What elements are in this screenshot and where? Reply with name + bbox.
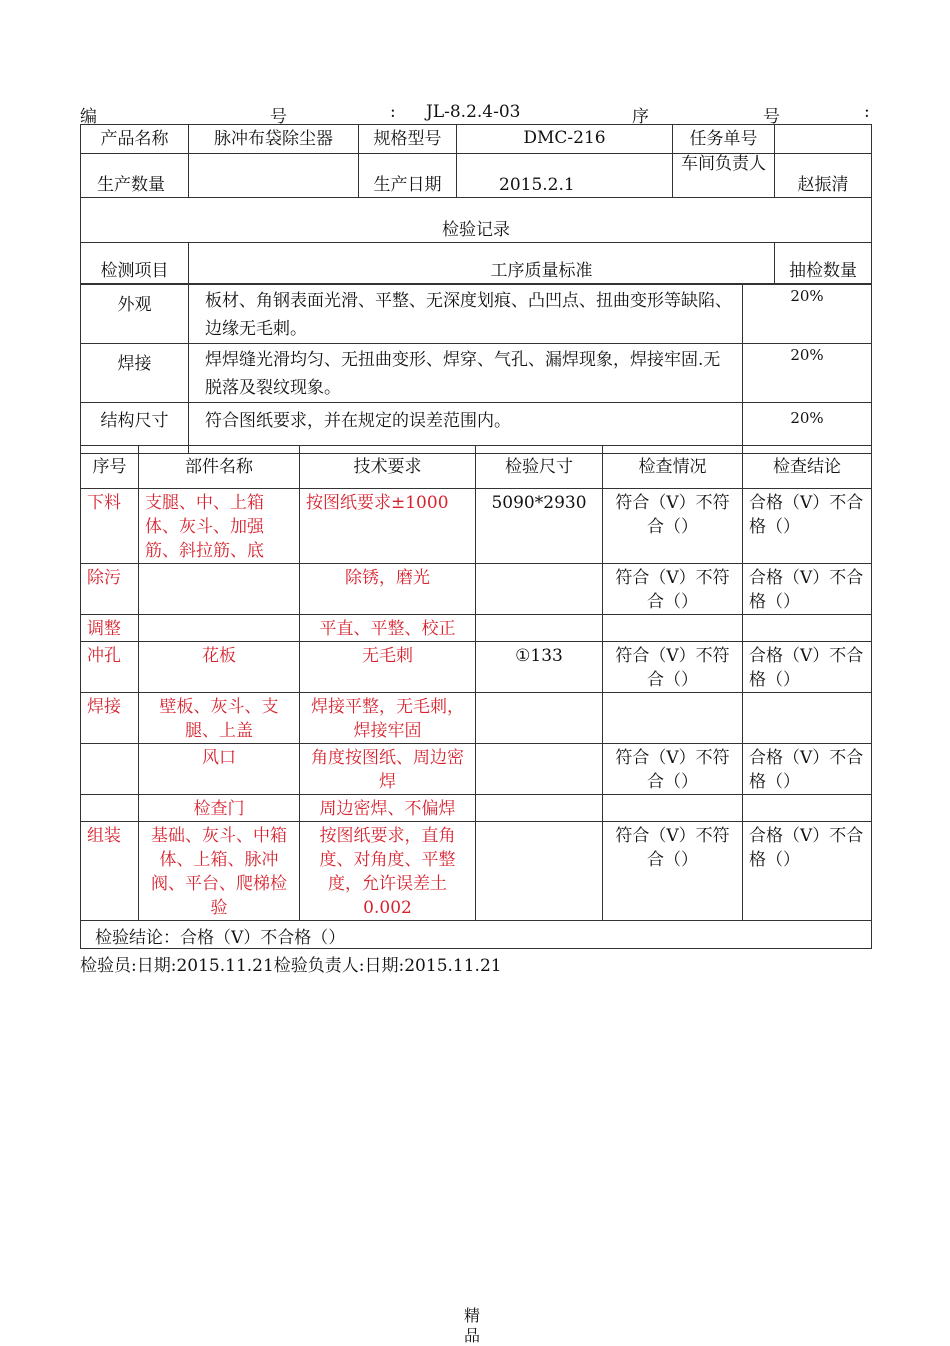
row-part: 基础、灰斗、中箱体、上箱、脉冲阀、平台、爬梯检验 <box>139 822 300 921</box>
row-result: 合格（V）不合格（） <box>743 822 872 921</box>
product-name-label: 产品名称 <box>81 125 189 154</box>
std-sample: 20% <box>743 285 872 344</box>
row-result: 合格（V）不合格（） <box>743 642 872 693</box>
row-seq: 焊接 <box>81 693 139 744</box>
parts-header-req: 技术要求 <box>300 446 476 489</box>
table-row <box>81 822 872 921</box>
row-check: 符合（V）不符合（） <box>603 744 743 795</box>
standards-table <box>80 284 872 454</box>
row-part: 支腿、中、上箱体、灰斗、加强筋、斜拉筋、底 <box>139 489 300 564</box>
std-header-item: 检测项目 <box>81 243 189 284</box>
row-seq <box>81 795 139 822</box>
row-req: 焊接平整，无毛刺，焊接牢固 <box>300 693 476 744</box>
row-req: 周边密焊、不偏焊 <box>300 795 476 822</box>
inspection-conclusion: 检验结论：合格（V）不合格（） <box>95 928 346 948</box>
row-part: 花板 <box>139 642 300 693</box>
code-label-char-2: 号 <box>270 107 287 127</box>
table-row <box>81 615 872 642</box>
std-header-sample: 抽检数量 <box>775 243 872 284</box>
seq-label-char-2: 号 <box>763 107 780 127</box>
signature-line: 检验员:日期:2015.11.21检验负责人:日期:2015.11.21 <box>80 956 502 976</box>
row-part: 壁板、灰斗、支腿、上盖 <box>139 693 300 744</box>
row-result: 合格（V）不合格（） <box>743 489 872 564</box>
row-check <box>603 693 743 744</box>
qty-label: 生产数量 <box>81 154 189 198</box>
row-result <box>743 795 872 822</box>
task-no-value <box>775 125 872 154</box>
seq-label-char-1: 序 <box>632 107 649 127</box>
parts-header-result: 检查结论 <box>743 446 872 489</box>
row-check <box>603 795 743 822</box>
standards-row <box>81 285 872 344</box>
table-row <box>81 795 872 822</box>
row-result <box>743 693 872 744</box>
row-check: 符合（V）不符合（） <box>603 564 743 615</box>
std-item: 外观 <box>81 285 189 344</box>
row-check: 符合（V）不符合（） <box>603 642 743 693</box>
row-seq <box>81 744 139 795</box>
code-colon: : <box>390 102 396 122</box>
row-part <box>139 564 300 615</box>
std-sample: 20% <box>743 403 872 454</box>
table-row <box>81 564 872 615</box>
row-req: 按图纸要求，直角度、对角度、平整度，允许误差土0.002 <box>300 822 476 921</box>
row-result <box>743 615 872 642</box>
row-seq: 冲孔 <box>81 642 139 693</box>
workshop-label: 车间负责人 <box>673 154 775 198</box>
row-seq: 调整 <box>81 615 139 642</box>
standards-row <box>81 344 872 403</box>
record-title: 检验记录 <box>81 198 872 243</box>
row-check <box>603 615 743 642</box>
row-part <box>139 615 300 642</box>
std-standard: 焊焊缝光滑均匀、无扭曲变形、焊穿、气孔、漏焊现象，焊接牢固.无脱落及裂纹现象。 <box>189 344 743 403</box>
table-row <box>81 489 872 564</box>
row-size <box>476 795 603 822</box>
row-part: 风口 <box>139 744 300 795</box>
parts-header-part: 部件名称 <box>139 446 300 489</box>
conclusion-row <box>80 912 872 949</box>
row-req: 除锈，磨光 <box>300 564 476 615</box>
row-size <box>476 744 603 795</box>
row-seq: 下料 <box>81 489 139 564</box>
row-size <box>476 615 603 642</box>
seq-colon: : <box>864 102 870 122</box>
row-part: 检查门 <box>139 795 300 822</box>
workshop-value: 赵振清 <box>775 154 872 198</box>
parts-header-row <box>81 446 872 489</box>
parts-inspection-table <box>80 445 872 921</box>
qty-value <box>189 154 359 198</box>
row-result: 合格（V）不合格（） <box>743 564 872 615</box>
date-label: 生产日期 <box>359 154 457 198</box>
row-check: 符合（V）不符合（） <box>603 489 743 564</box>
row-check: 符合（V）不符合（） <box>603 822 743 921</box>
code-value: JL-8.2.4-03 <box>426 102 521 122</box>
parts-header-seq: 序号 <box>81 446 139 489</box>
row-size: ①133 <box>476 642 603 693</box>
row-seq: 除污 <box>81 564 139 615</box>
row-req: 平直、平整、校正 <box>300 615 476 642</box>
row-size: 5090*2930 <box>476 489 603 564</box>
std-header-standard <box>189 243 775 284</box>
spec-label: 规格型号 <box>359 125 457 154</box>
task-no-label: 任务单号 <box>673 125 775 154</box>
product-name-value: 脉冲布袋除尘器 <box>189 125 359 154</box>
row-result: 合格（V）不合格（） <box>743 744 872 795</box>
row-req: 角度按图纸、周边密焊 <box>300 744 476 795</box>
table-row <box>81 693 872 744</box>
row-req: 按图纸要求±1000 <box>300 489 476 564</box>
row-req: 无毛刺 <box>300 642 476 693</box>
page-mark: 精品 <box>463 1306 480 1345</box>
code-label-char-1: 编 <box>80 107 97 127</box>
std-sample: 20% <box>743 344 872 403</box>
parts-header-check: 检查情况 <box>603 446 743 489</box>
row-seq: 组装 <box>81 822 139 921</box>
std-item: 焊接 <box>81 344 189 403</box>
table-row <box>81 642 872 693</box>
std-header-standard-text: 工序质量标准 <box>490 261 593 281</box>
document-code-line <box>80 102 872 127</box>
std-standard: 符合图纸要求，并在规定的误差范围内。 <box>189 403 743 454</box>
spec-value: DMC-216 <box>457 125 673 154</box>
std-standard: 板材、角钢表面光滑、平整、无深度划痕、凸凹点、扭曲变形等缺陷、边缘无毛刺。 <box>189 285 743 344</box>
std-item: 结构尺寸 <box>81 403 189 454</box>
row-size <box>476 564 603 615</box>
inspection-info-table <box>80 124 872 284</box>
row-size <box>476 822 603 921</box>
parts-header-size: 检验尺寸 <box>476 446 603 489</box>
table-row <box>81 744 872 795</box>
row-size <box>476 693 603 744</box>
date-value: 2015.2.1 <box>457 154 673 198</box>
